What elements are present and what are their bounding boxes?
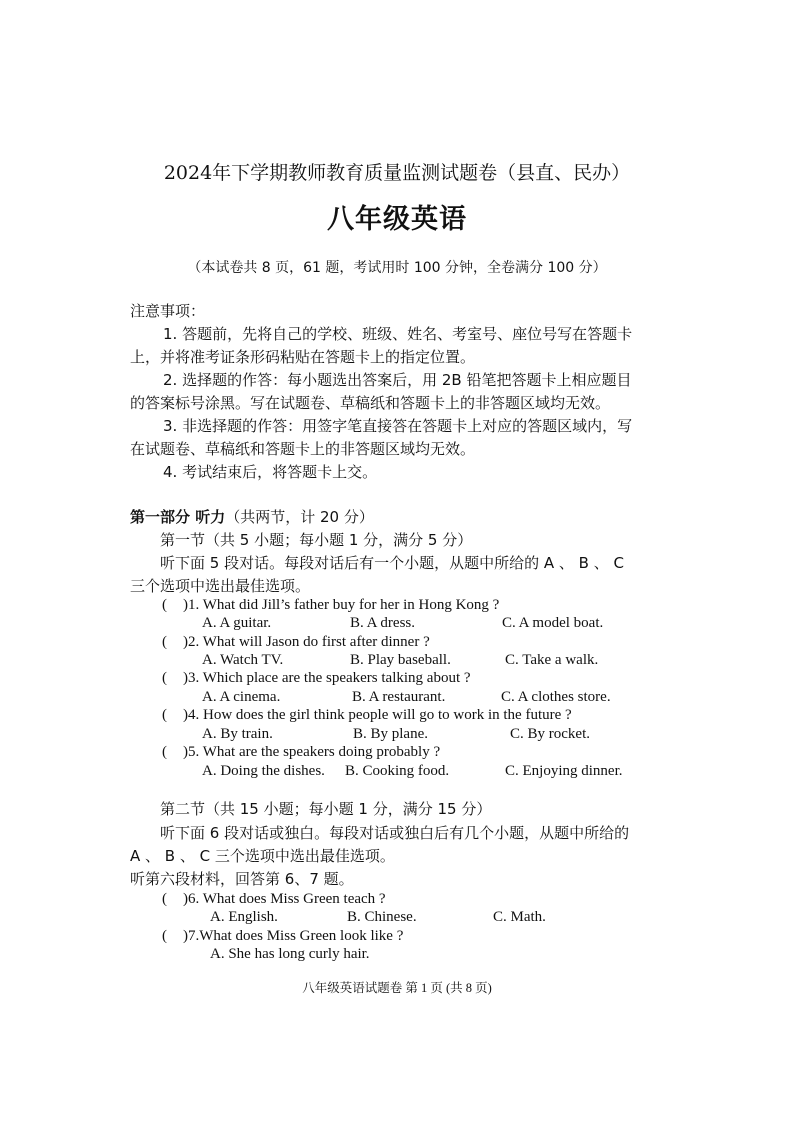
question-2-text: )2. What will Jason do first after dinner ? xyxy=(183,634,430,650)
question-1-text: )1. What did Jill’s father buy for her in Hong Kong ? xyxy=(183,597,500,613)
note-2-line-2: 的答案标号涂黑。写在试题卷、草稿纸和答题卡上的非答题区域均无效。 xyxy=(130,394,611,412)
question-7-text: )7.What does Miss Green look like ? xyxy=(183,928,404,944)
question-3-option-c: C. A clothes store. xyxy=(501,689,611,705)
question-2-option-b: B. Play baseball. xyxy=(350,652,451,668)
exam-title: 2024年下学期教师教育质量监测试题卷（县直、民办） xyxy=(163,162,631,184)
question-7-option-a: A. She has long curly hair. xyxy=(210,946,370,962)
question-3-paren: ( xyxy=(162,670,167,686)
question-3-option-a: A. A cinema. xyxy=(202,689,281,705)
note-4-line-1: 4. 考试结束后，将答题卡上交。 xyxy=(163,463,378,481)
question-7-paren: ( xyxy=(162,928,167,944)
question-2-option-c: C. Take a walk. xyxy=(505,652,599,668)
question-2-option-a: A. Watch TV. xyxy=(202,652,284,668)
question-4-option-a: A. By train. xyxy=(202,726,273,742)
question-4-text: )4. How does the girl think people will go to work in the future ? xyxy=(183,707,572,723)
part1-heading-bold: 第一部分 听力 xyxy=(130,508,226,526)
question-4-option-b: B. By plane. xyxy=(353,726,428,742)
note-2-line-1: 2. 选择题的作答：每小题选出答案后，用 2B 铅笔把答题卡上相应题目 xyxy=(163,371,632,389)
note-3-line-1: 3. 非选择题的作答：用签字笔直接答在答题卡上对应的答题区域内，写 xyxy=(163,417,633,435)
question-4-paren: ( xyxy=(162,707,167,723)
question-6-option-b: B. Chinese. xyxy=(347,909,417,925)
question-6-text: )6. What does Miss Green teach ? xyxy=(183,891,386,907)
question-3-text: )3. Which place are the speakers talking about ? xyxy=(183,670,471,686)
question-1-option-c: C. A model boat. xyxy=(502,615,604,631)
part1-heading-rest: （共两节，计 20 分） xyxy=(225,508,374,526)
question-5-option-a: A. Doing the dishes. xyxy=(202,763,325,779)
section2-instruction-line-1: 听下面 6 段对话或独白。每段对话或独白后有几个小题，从题中所给的 xyxy=(160,824,630,842)
exam-meta: （本试卷共 8 页，61 题，考试用时 100 分钟，全卷满分 100 分） xyxy=(187,260,607,276)
page-footer: 八年级英语试题卷 第 1 页 (共 8 页) xyxy=(302,981,492,995)
question-1-paren: ( xyxy=(162,597,167,613)
question-2-paren: ( xyxy=(162,634,167,650)
question-6-option-c: C. Math. xyxy=(493,909,546,925)
note-3-line-2: 在试题卷、草稿纸和答题卡上的非答题区域均无效。 xyxy=(130,440,476,458)
question-6-option-a: A. English. xyxy=(210,909,278,925)
question-6-paren: ( xyxy=(162,891,167,907)
section2-instruction-line-2: A 、 B 、 C 三个选项中选出最佳选项。 xyxy=(130,847,395,865)
question-1-option-b: B. A dress. xyxy=(350,615,416,631)
notes-heading: 注意事项： xyxy=(130,302,206,320)
question-4-option-c: C. By rocket. xyxy=(510,726,590,742)
section1-heading: 第一节（共 5 小题；每小题 1 分，满分 5 分） xyxy=(160,531,473,549)
question-5-text: )5. What are the speakers doing probably ? xyxy=(183,744,441,760)
question-5-option-c: C. Enjoying dinner. xyxy=(505,763,623,779)
part1-heading xyxy=(130,506,374,527)
question-5-option-b: B. Cooking food. xyxy=(345,763,450,779)
subject-title: 八年级英语 xyxy=(327,204,467,235)
section2-heading: 第二节（共 15 小题；每小题 1 分，满分 15 分） xyxy=(160,800,492,818)
material-6-instruction: 听第六段材料，回答第 6、7 题。 xyxy=(130,870,354,888)
note-1-line-2: 上，并将准考证条形码粘贴在答题卡上的指定位置。 xyxy=(130,348,476,366)
section1-instruction-line-2: 三个选项中选出最佳选项。 xyxy=(130,577,311,595)
section1-instruction-line-1: 听下面 5 段对话。每段对话后有一个小题，从题中所给的 A 、 B 、 C xyxy=(160,554,624,572)
question-3-option-b: B. A restaurant. xyxy=(352,689,446,705)
question-5-paren: ( xyxy=(162,744,167,760)
note-1-line-1: 1. 答题前，先将自己的学校、班级、姓名、考室号、座位号写在答题卡 xyxy=(163,325,633,343)
question-1-option-a: A. A guitar. xyxy=(202,615,272,631)
